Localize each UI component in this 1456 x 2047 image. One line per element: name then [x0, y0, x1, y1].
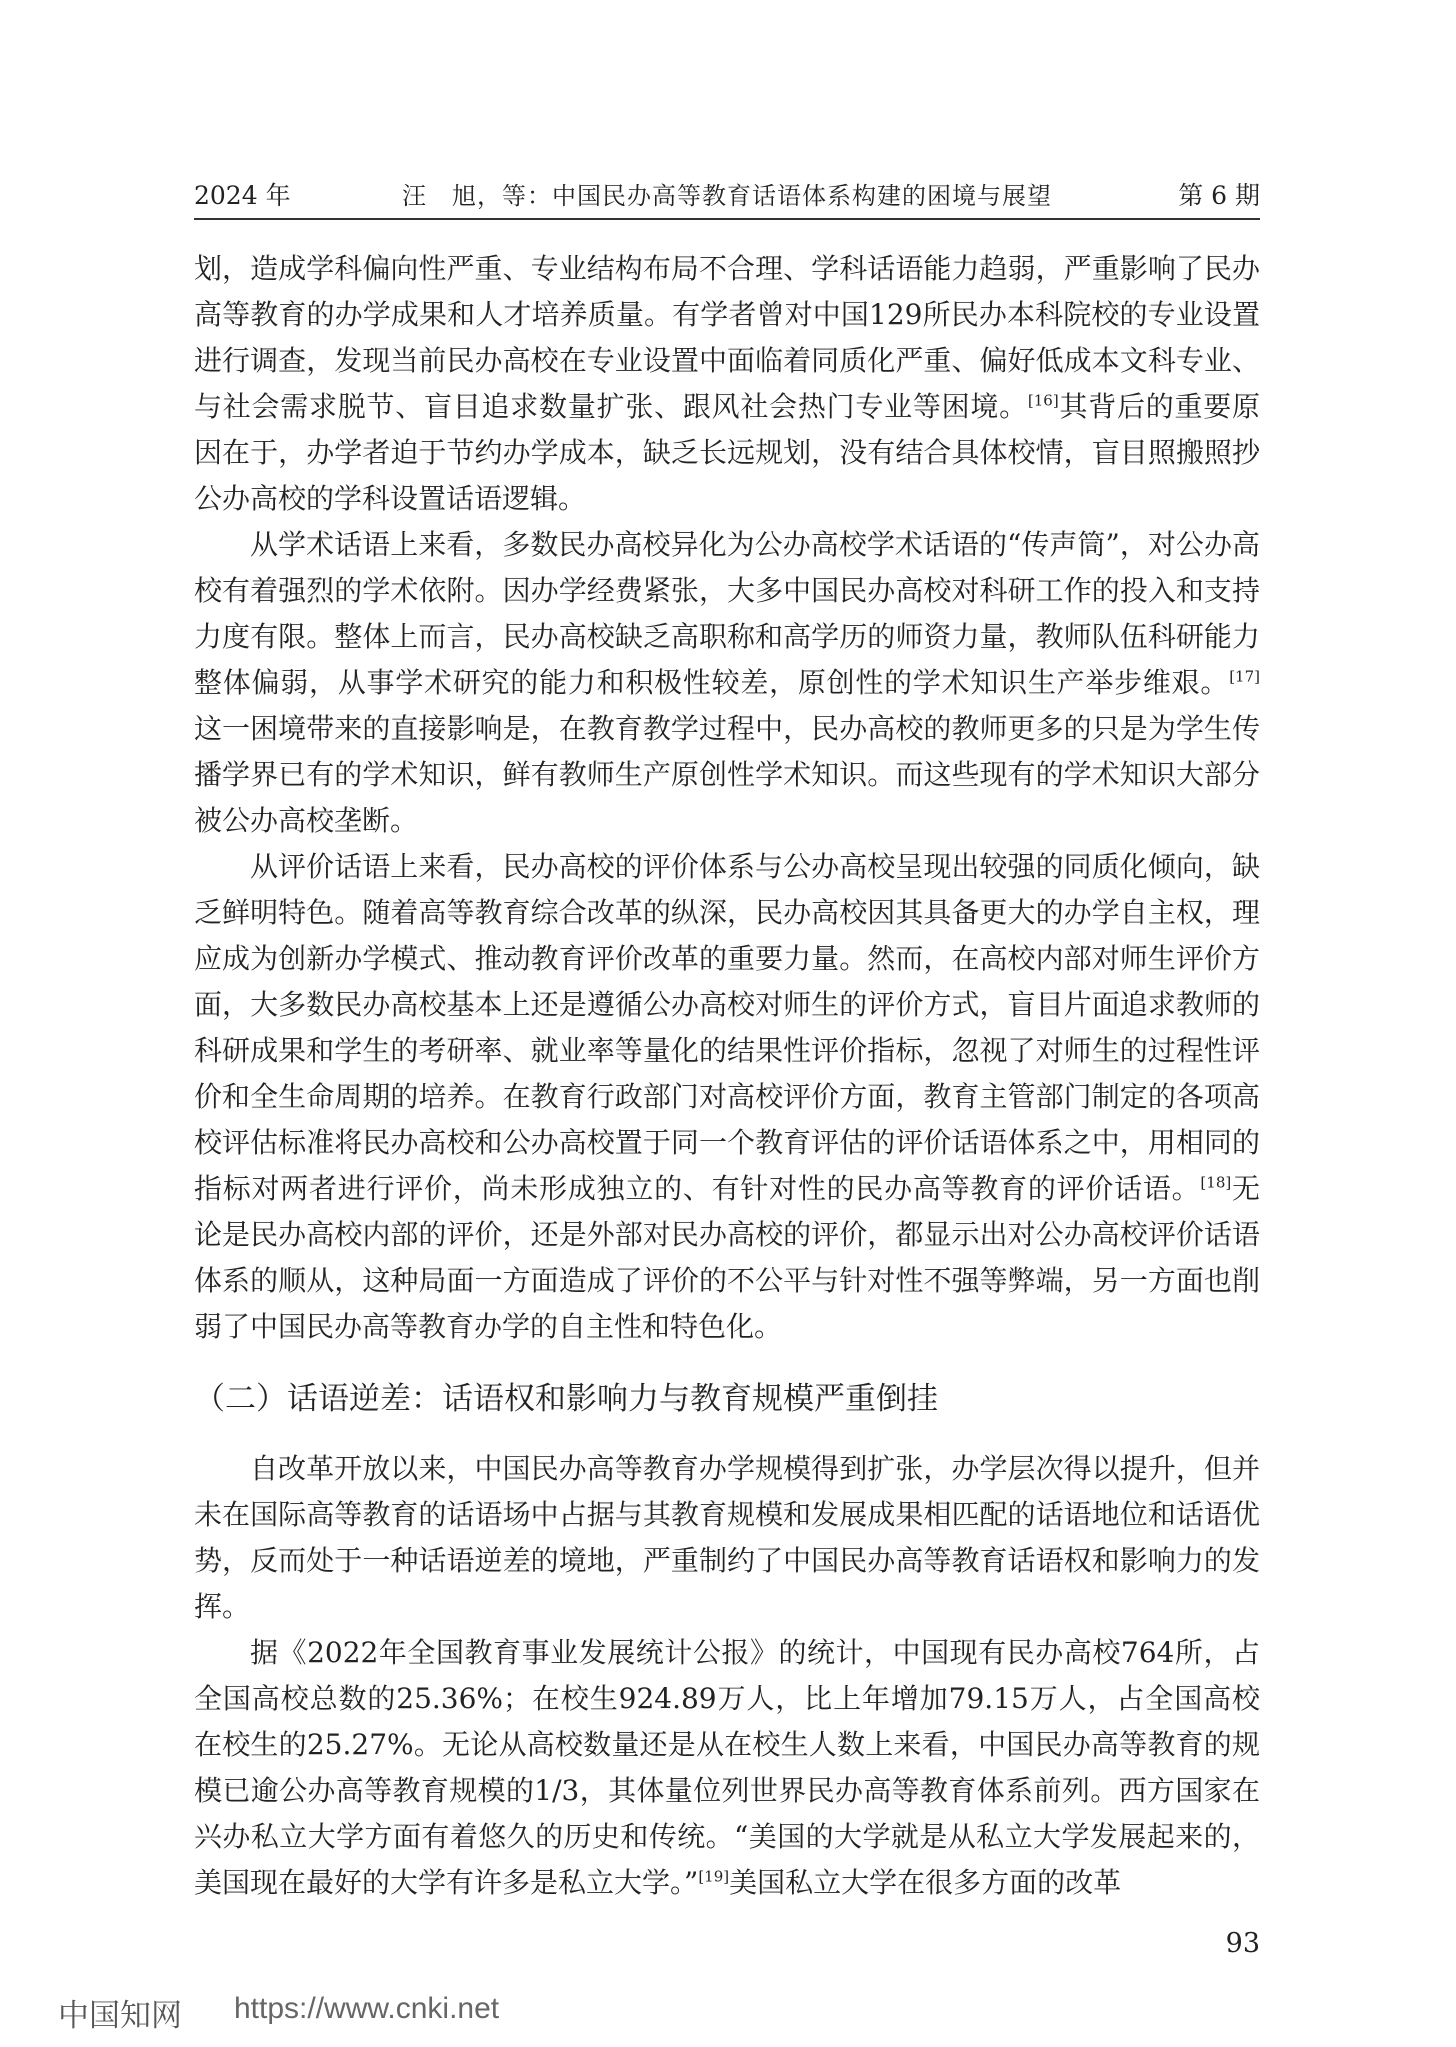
header-rule — [194, 218, 1260, 220]
citation-ref[interactable]: [18] — [1200, 1173, 1232, 1192]
paragraph-text: 自改革开放以来，中国民办高等教育办学规模得到扩张，办学层次得以提升，但并未在国际高等教育的话语场中占据与其教育规模和发展成果相匹配的话语地位和话语优势，反而处于一种话语逆差的境地，严重制约了中国民办高等教育话语权和影响力的发挥。 — [194, 1452, 1260, 1623]
header-year: 2024 年 — [194, 181, 291, 210]
paragraph — [194, 844, 1260, 1350]
cnki-url-link[interactable]: https://www.cnki.net — [234, 1992, 500, 2025]
article-body — [194, 246, 1260, 1906]
paragraph-text: 据《2022年全国教育事业发展统计公报》的统计，中国现有民办高校764所，占全国高校总数的25.36%；在校生924.89万人，比上年增加79.15万人，占全国高校在校生的25.27%。无论从高校数量还是从在校生人数上来看，中国民办高等教育的规模已逾公办高等教育规模的1/3，其体量位列世界民办高等教育体系前列。西方国家在兴办私立大学方面有着悠久的历史和传统。“美国的大学就是从私立大学发展起来的，美国现在最好的大学有许多是私立大学。” — [194, 1636, 1260, 1899]
citation-ref[interactable]: [17] — [1229, 667, 1260, 686]
header-title: 汪 旭，等：中国民办高等教育话语体系构建的困境与展望 — [402, 182, 1052, 210]
citation-ref[interactable]: [19] — [698, 1867, 730, 1886]
paragraph-text: 其背后的重要原因在于，办学者迫于节约办学成本，缺乏长远规划，没有结合具体校情，盲目照搬照抄公办高校的学科设置话语逻辑。 — [194, 390, 1260, 515]
header-issue: 第 6 期 — [1178, 181, 1260, 210]
paragraph-text: 无论是民办高校内部的评价，还是外部对民办高校的评价，都显示出对公办高校评价话语体系的顺从，这种局面一方面造成了评价的不公平与针对性不强等弊端，另一方面也削弱了中国民办高等教育办学的自主性和特色化。 — [194, 1172, 1260, 1343]
paragraph — [194, 522, 1260, 844]
paragraph-text: 美国私立大学在很多方面的改革 — [729, 1866, 1122, 1899]
paragraph-text: 从学术话语上来看，多数民办高校异化为公办高校学术话语的“传声筒”，对公办高校有着强烈的学术依附。因办学经费紧张，大多中国民办高校对科研工作的投入和支持力度有限。整体上而言，民办高校缺乏高职称和高学历的师资力量，教师队伍科研能力整体偏弱，从事学术研究的能力和积极性较差，原创性的学术知识生产举步维艰。 — [194, 528, 1260, 699]
paragraph — [194, 1630, 1260, 1906]
paragraph-text: 划，造成学科偏向性严重、专业结构布局不合理、学科话语能力趋弱，严重影响了民办高等教育的办学成果和人才培养质量。有学者曾对中国129所民办本科院校的专业设置进行调查，发现当前民办高校在专业设置中面临着同质化严重、偏好低成本文科专业、与社会需求脱节、盲目追求数量扩张、跟风社会热门专业等困境。 — [194, 252, 1260, 423]
section-heading: （二）话语逆差：话语权和影响力与教育规模严重倒挂 — [194, 1381, 938, 1417]
paragraph-text: 这一困境带来的直接影响是，在教育教学过程中，民办高校的教师更多的只是为学生传播学界已有的学术知识，鲜有教师生产原创性学术知识。而这些现有的学术知识大部分被公办高校垄断。 — [194, 712, 1260, 837]
running-header — [194, 170, 1260, 218]
page-number: 93 — [1225, 1928, 1260, 1959]
paragraph — [194, 246, 1260, 522]
paragraph — [194, 1446, 1260, 1630]
citation-ref[interactable]: [16] — [1027, 391, 1059, 410]
paragraph-text: 从评价话语上来看，民办高校的评价体系与公办高校呈现出较强的同质化倾向，缺乏鲜明特色。随着高等教育综合改革的纵深，民办高校因其具备更大的办学自主权，理应成为创新办学模式、推动教育评价改革的重要力量。然而，在高校内部对师生评价方面，大多数民办高校基本上还是遵循公办高校对师生的评价方式，盲目片面追求教师的科研成果和学生的考研率、就业率等量化的结果性评价指标，忽视了对师生的过程性评价和全生命周期的培养。在教育行政部门对高校评价方面，教育主管部门制定的各项高校评估标准将民办高校和公办高校置于同一个教育评估的评价话语体系之中，用相同的指标对两者进行评价，尚未形成独立的、有针对性的民办高等教育的评价话语。 — [194, 850, 1260, 1205]
cnki-logo-text: 中国知网 — [58, 1998, 182, 2034]
